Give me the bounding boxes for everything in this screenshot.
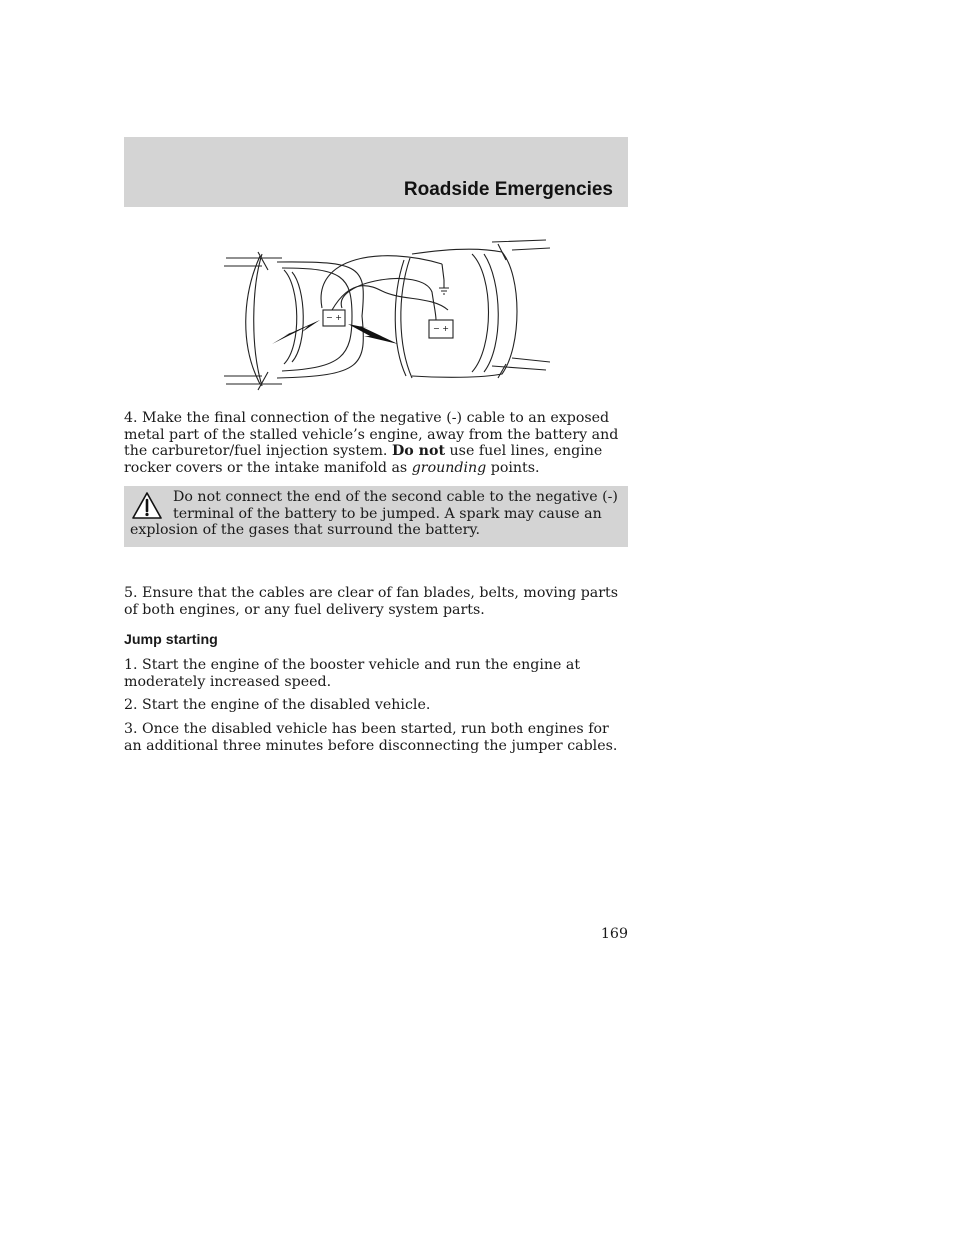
booster-battery [323,310,345,326]
jump-start-illustration [222,236,550,396]
jumper-cable-3 [341,279,436,320]
step-5-paragraph: 5. Ensure that the cables are clear of fan blades, belts, moving parts of both engines, or any fuel delivery system parts. [124,585,618,618]
ground-lead [442,264,444,280]
disabled-battery [429,320,453,338]
ground-symbol [439,280,449,294]
right-car [395,240,550,378]
jump-step-1: 1. Start the engine of the booster vehicle and run the engine at moderately increased speed. [124,657,581,690]
battery-symbol-left: − + [326,313,342,322]
emphasis-do-not: Do not [391,443,446,459]
spark-bolt-left [272,320,320,344]
jump-step-2: 2. Start the engine of the disabled vehicle. [124,697,431,713]
battery-symbol-right: − + [433,324,449,333]
step-4-paragraph: 4. Make the final connection of the negative (-) cable to an exposed metal part of the stalled vehicle’s engine, away from the battery and the carburetor/fuel injection system. Do not use fuel lines, engine rocker covers or the intake manifold as grounding points. [124,410,619,476]
warning-text: Do not connect the end of the second cable to the negative (-) terminal of the battery to be jumped. A spark may cause an explosion of the gases that surround the battery. [130,489,618,538]
jump-step-3: 3. Once the disabled vehicle has been started, run both engines for an additional three minutes before disconnecting the jumper cables. [124,721,618,754]
warning-box [124,486,628,547]
section-title: Roadside Emergencies [403,179,613,200]
section-header-band [124,137,628,207]
spark-bolt-right [348,324,398,344]
jump-starting-heading: Jump starting [124,632,218,648]
page-number: 169 [600,926,628,942]
emphasis-grounding: grounding [411,459,487,476]
